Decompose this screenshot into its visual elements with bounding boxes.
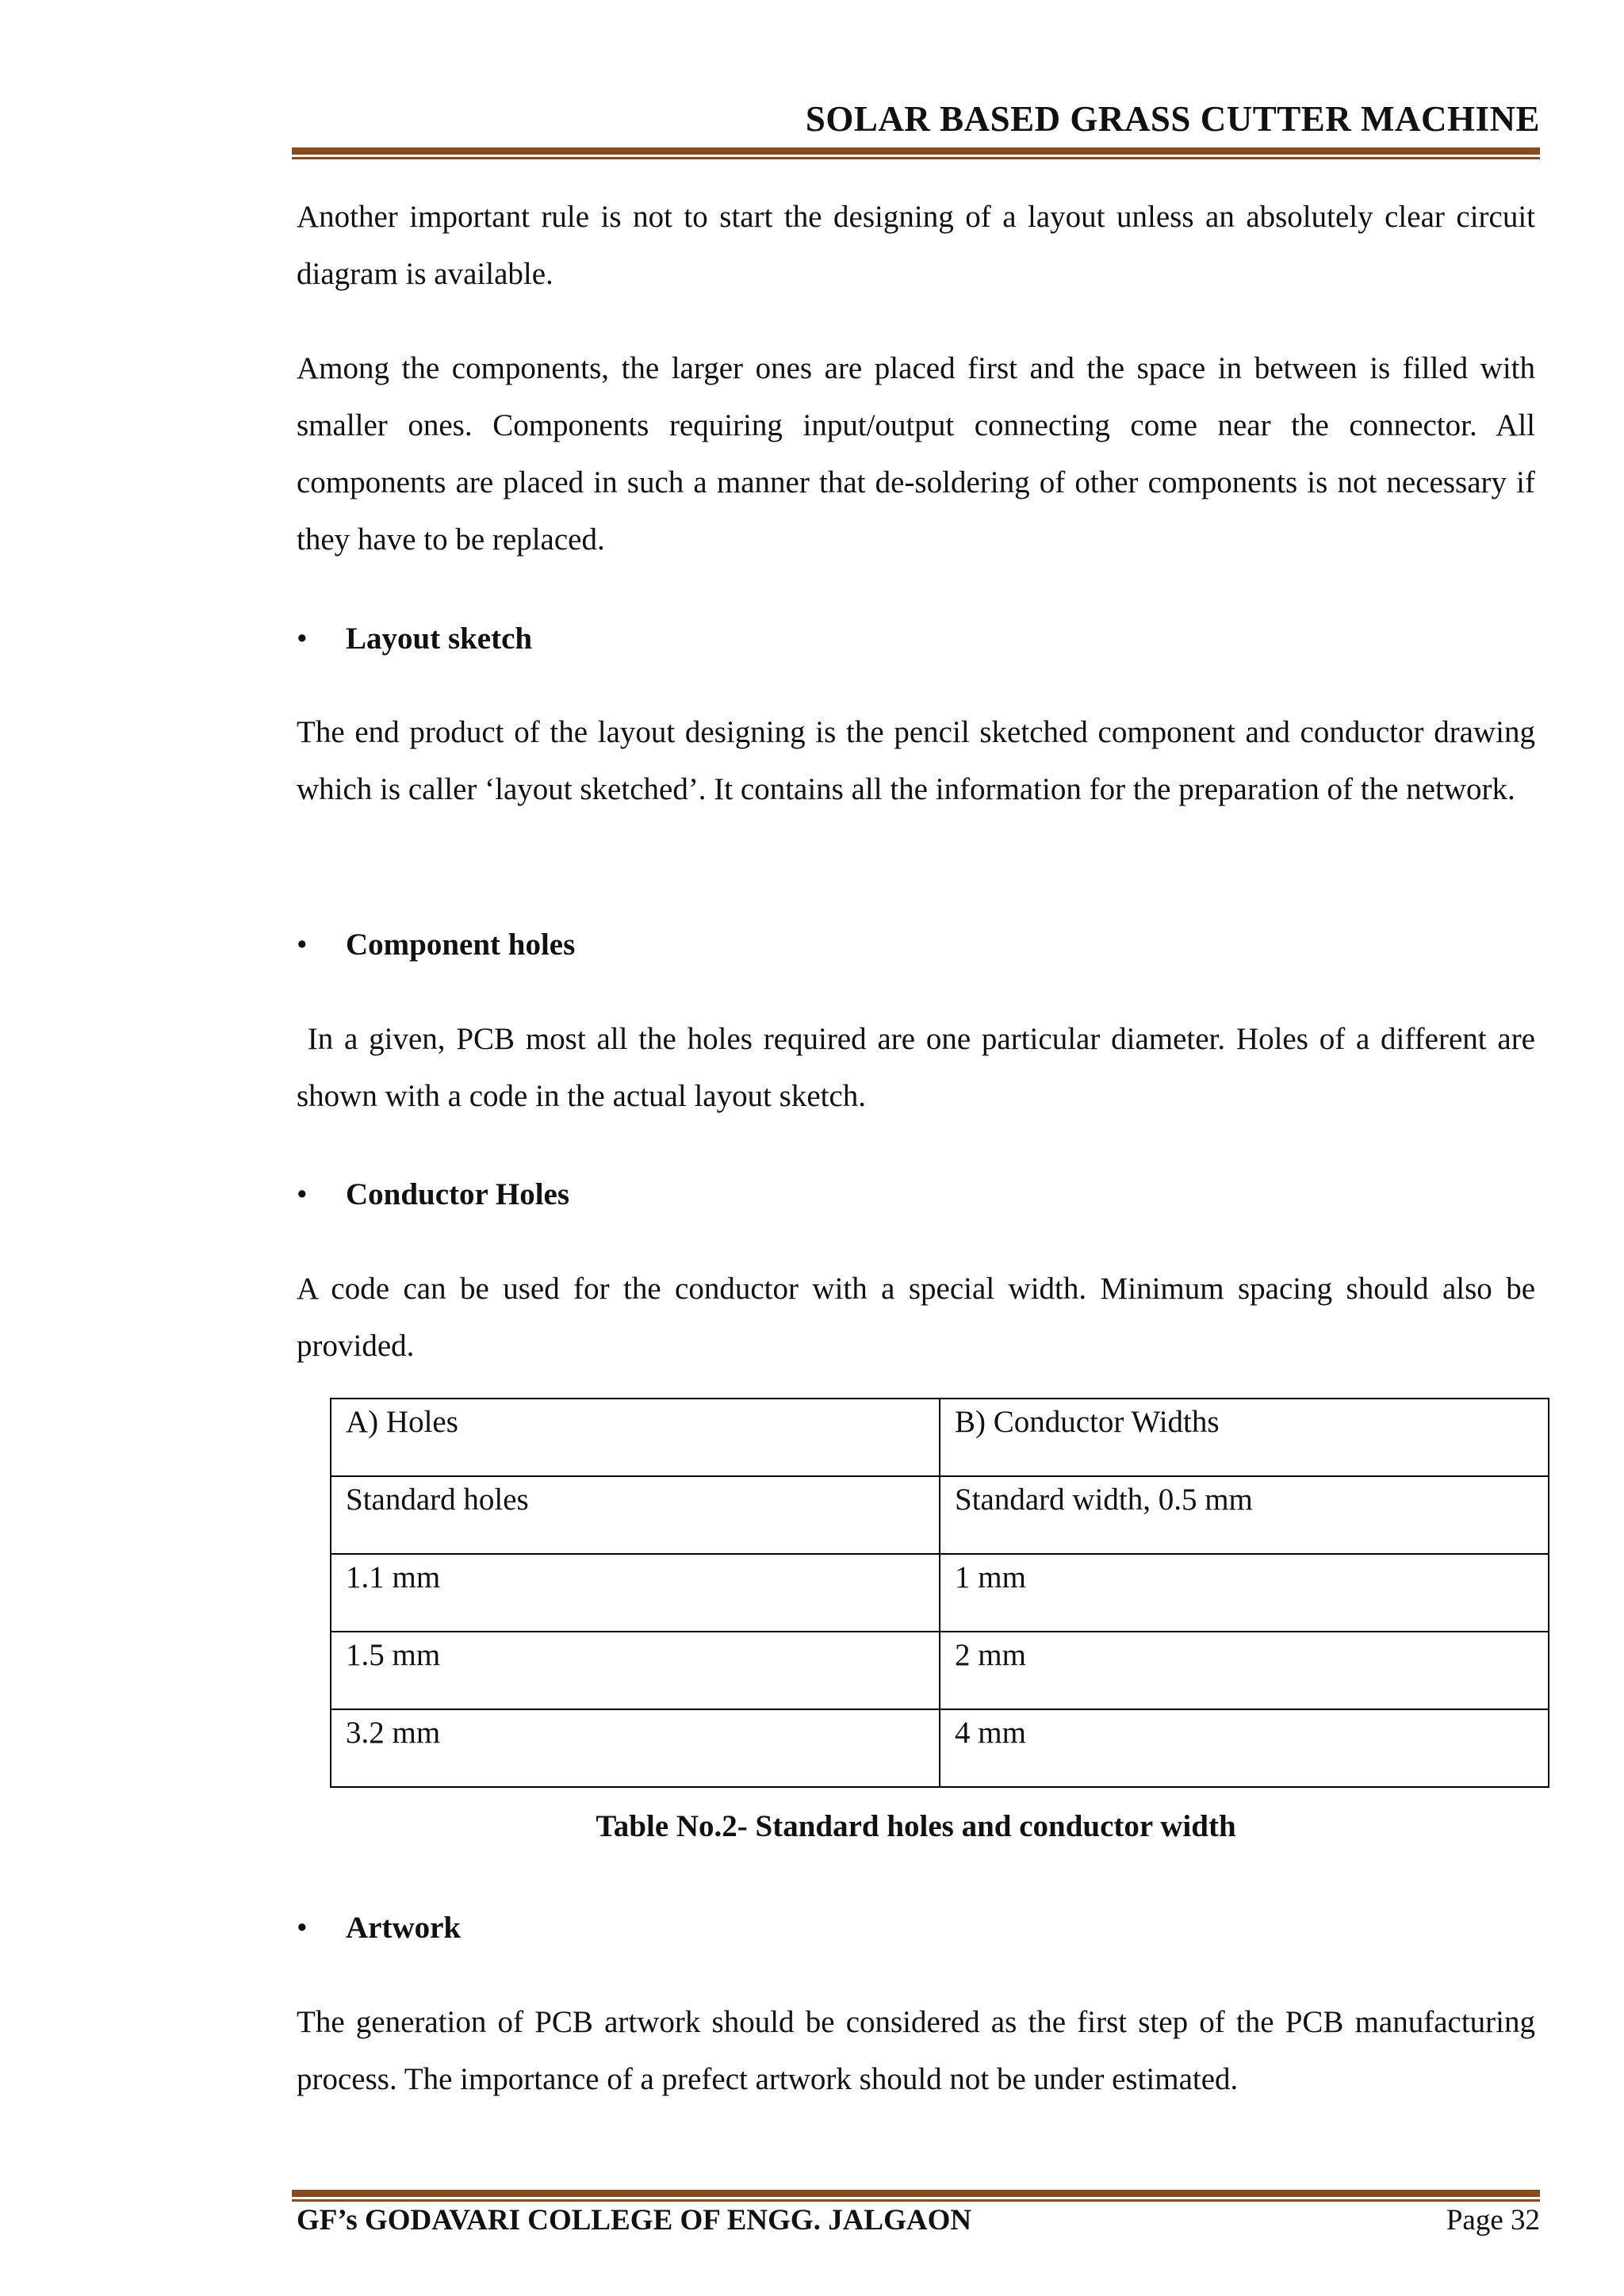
footer-college: GF’s GODAVARI COLLEGE OF ENGG. JALGAON xyxy=(297,2204,972,2237)
table-cell: 4 mm xyxy=(940,1709,1549,1787)
footer-rule xyxy=(292,2190,1540,2202)
bullet-layout-sketch xyxy=(297,619,1534,659)
paragraph-layout-rule: Another important rule is not to start the designing of a layout unless an absolutely clear circuit diagram is available. xyxy=(297,200,1535,291)
bullet-heading: Component holes xyxy=(346,928,576,962)
bullet-heading: Layout sketch xyxy=(346,622,533,656)
paragraph-artwork: The generation of PCB artwork should be considered as the first step of the PCB manufacturing process. The importance of a prefect artwork should not be under estimated. xyxy=(297,2005,1535,2096)
table-row xyxy=(331,1399,1549,1476)
table-cell: 1 mm xyxy=(940,1554,1549,1632)
bullet-conductor-holes xyxy=(297,1175,1534,1215)
page-header-title: SOLAR BASED GRASS CUTTER MACHINE xyxy=(805,99,1540,139)
table-cell: Standard width, 0.5 mm xyxy=(940,1476,1549,1554)
table-cell: 3.2 mm xyxy=(331,1709,940,1787)
table-cell: 1.1 mm xyxy=(331,1554,940,1632)
table-row xyxy=(331,1709,1549,1787)
bullet-heading: Artwork xyxy=(346,1911,462,1945)
table-cell: 1.5 mm xyxy=(331,1632,940,1709)
table-cell: Standard holes xyxy=(331,1476,940,1554)
table-cell: A) Holes xyxy=(331,1399,940,1476)
table-row xyxy=(331,1554,1549,1632)
table-cell: B) Conductor Widths xyxy=(940,1399,1549,1476)
table-caption: Table No.2- Standard holes and conductor width xyxy=(596,1809,1236,1843)
paragraph-conductor-holes: A code can be used for the conductor with a special width. Minimum spacing should also be provided. xyxy=(297,1272,1535,1363)
footer-page-number: Page 32 xyxy=(1446,2204,1540,2237)
bullet-dot: • xyxy=(297,1177,308,1211)
holes-width-table xyxy=(330,1398,1549,1788)
header-rule xyxy=(292,147,1540,159)
bullet-dot: • xyxy=(297,928,308,962)
table-row xyxy=(331,1632,1549,1709)
paragraph-component-holes: In a given, PCB most all the holes required are one particular diameter. Holes of a different are shown with a code in the actual layout sketch. xyxy=(297,1022,1543,1113)
paragraph-component-placement: Among the components, the larger ones are placed first and the space in between is filled with smaller ones. Components requiring input/output connecting come near the connector. All components are placed in such a manner that de-soldering of other components is not necessary if they have to be replaced. xyxy=(297,351,1535,557)
table-row xyxy=(331,1476,1549,1554)
table-cell: 2 mm xyxy=(940,1632,1549,1709)
bullet-artwork xyxy=(297,1908,1534,1948)
bullet-dot: • xyxy=(297,622,308,656)
paragraph-layout-sketch: The end product of the layout designing is the pencil sketched component and conductor drawing which is caller ‘layout sketched’. It contains all the information for the preparation of the network. xyxy=(297,715,1535,806)
bullet-component-holes xyxy=(297,925,1534,965)
bullet-heading: Conductor Holes xyxy=(346,1177,570,1211)
bullet-dot: • xyxy=(297,1911,308,1945)
